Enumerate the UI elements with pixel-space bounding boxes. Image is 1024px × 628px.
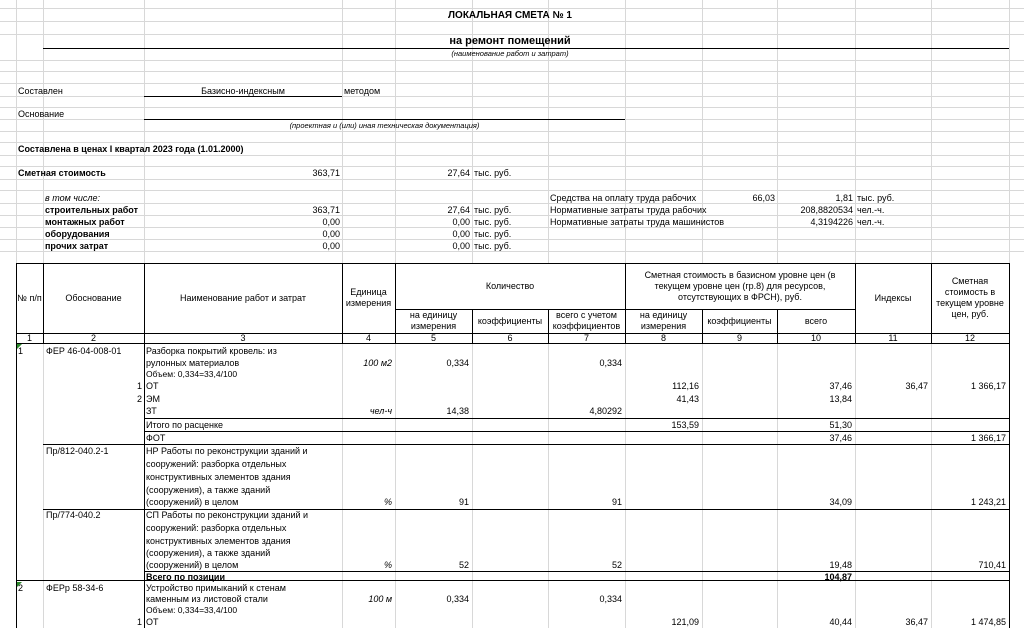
summary-unit: тыс. руб.: [474, 229, 512, 239]
overhead-qty: 91: [458, 497, 469, 507]
hdr-cost-current: Сметная стоимость в текущем уровне цен, руб.: [936, 276, 1004, 319]
overhead-unit: %: [383, 497, 392, 507]
hdr-num: № п/п: [17, 292, 42, 303]
col-number: 3: [240, 332, 246, 343]
overhead-name: сооружений: разборка отдельных: [146, 459, 287, 469]
cost-current: 27,64: [447, 168, 470, 178]
row-divider: [144, 571, 1009, 572]
summary-unit: тыс. руб.: [474, 241, 512, 251]
resource-name: ОТ: [146, 617, 159, 627]
hdr-qty-total: всего с учетом коэффициентов: [552, 310, 621, 331]
estimate-title: ЛОКАЛЬНАЯ СМЕТА № 1: [448, 10, 572, 21]
summary-base: 363,71: [312, 205, 340, 215]
item-name: каменным из листовой стали: [146, 594, 268, 604]
item-number: 2: [18, 583, 24, 593]
profit-code: Пр/774-040.2: [46, 510, 101, 520]
row-divider: [144, 418, 1009, 419]
col-number: 11: [888, 332, 898, 343]
cost-label: Сметная стоимость: [18, 168, 106, 178]
col-number: 10: [810, 332, 821, 343]
item-number: 1: [18, 346, 24, 356]
item-qty-total: 0,334: [599, 594, 622, 604]
profit-qty-total: 52: [611, 560, 622, 570]
hdr-unit: Единица измерения: [345, 287, 392, 308]
col-number: 4: [365, 332, 371, 343]
col-number: 8: [660, 332, 666, 343]
item-unit: 100 м: [368, 594, 392, 604]
rate-total-cost-unit: 153,59: [671, 420, 699, 430]
item-qty: 0,334: [446, 358, 469, 368]
summary-base: 0,00: [322, 241, 340, 251]
labor-hours-value: 208,8820534: [800, 205, 853, 215]
row-divider: [144, 431, 1009, 432]
hdr-cost-total: всего: [804, 315, 828, 326]
col-number: 7: [583, 332, 589, 343]
overhead-name: (сооружений) в целом: [146, 497, 239, 507]
header-bottom-line: [16, 343, 1009, 344]
basis-label: Основание: [18, 109, 65, 119]
item-name: Устройство примыканий к стенам: [146, 583, 286, 593]
position-divider: [16, 580, 1009, 581]
resource-current: 1 366,17: [970, 381, 1006, 391]
profit-name: (сооружений) в целом: [146, 560, 239, 570]
overhead-current: 1 243,21: [970, 497, 1006, 507]
hdr-cost-base: Сметная стоимость в базисном уровне цен (в текущем уровне цен (гр.8) для ресурсов, отсутствующих в ФРСН), руб.: [644, 269, 836, 302]
summary-unit: тыс. руб.: [474, 205, 512, 215]
item-volume: Объем: 0,334=33,4/100: [146, 605, 238, 615]
rate-total: 51,30: [829, 420, 852, 430]
resource-qty: 14,38: [446, 406, 469, 416]
col-number: 1: [26, 332, 32, 343]
labor-fund-v2: 1,81: [835, 193, 853, 203]
summary-label: прочих затрат: [45, 241, 109, 251]
item-qty-total: 0,334: [599, 358, 622, 368]
overhead-code: Пр/812-040.2-1: [46, 446, 109, 456]
overhead-total: 34,09: [829, 497, 852, 507]
resource-name: ЭМ: [146, 394, 160, 404]
compiled-method: методом: [344, 86, 381, 96]
item-volume: Объем: 0,334=33,4/100: [146, 369, 238, 379]
resource-number: 1: [136, 381, 142, 391]
resource-index: 36,47: [905, 617, 928, 627]
col-number: 6: [507, 332, 513, 343]
hdr-vline: [931, 263, 932, 343]
item-name: рулонных материалов: [146, 358, 240, 368]
profit-name: конструктивных элементов здания: [146, 536, 291, 546]
labor-fund-label: Средства на оплату труда рабочих: [550, 193, 697, 203]
basis-note: (проектная и (или) иная техническая документация): [289, 121, 480, 130]
profit-qty: 52: [458, 560, 469, 570]
resource-unit: чел-ч: [369, 406, 392, 416]
hdr-name: Наименование работ и затрат: [179, 292, 306, 303]
resource-current: 1 474,85: [970, 617, 1006, 627]
resource-total: 13,84: [829, 394, 852, 404]
labor-fund-unit: тыс. руб.: [857, 193, 895, 203]
hdr-qty: Количество: [485, 280, 535, 291]
hdr-cost-per-unit: на единицу измерения: [639, 310, 688, 331]
incl-label: в том числе:: [45, 193, 101, 203]
position-total: 104,87: [824, 572, 852, 582]
subject-note: (наименование работ и затрат): [451, 49, 569, 58]
machinist-hours-label: Нормативные затраты труда машинистов: [550, 217, 725, 227]
profit-name: сооружений: разборка отдельных: [146, 523, 287, 533]
profit-unit: %: [383, 560, 392, 570]
overhead-name: (сооружения), а также зданий: [146, 485, 271, 495]
cost-unit: тыс. руб.: [474, 168, 512, 178]
payroll-label: ФОТ: [146, 433, 166, 443]
resource-number: 1: [136, 617, 142, 627]
resource-index: 36,47: [905, 381, 928, 391]
prices-line: Составлена в ценах I квартал 2023 года (1.01.2000): [18, 144, 244, 154]
item-qty: 0,334: [446, 594, 469, 604]
hdr-qty-coef: коэффициенты: [477, 315, 543, 326]
resource-total: 37,46: [829, 381, 852, 391]
labor-hours-unit: чел.-ч.: [857, 205, 885, 215]
machinist-hours-value: 4,3194226: [810, 217, 853, 227]
estimate-subject: на ремонт помещений: [449, 35, 571, 47]
position-total-label: Всего по позиции: [146, 572, 225, 582]
summary-label: строительных работ: [45, 205, 138, 215]
labor-hours-label: Нормативные затраты труда рабочих: [550, 205, 707, 215]
col-number: 12: [964, 332, 975, 343]
hdr-cost-coef: коэффициенты: [707, 315, 772, 326]
summary-base: 0,00: [322, 217, 340, 227]
summary-label: оборудования: [45, 229, 110, 239]
profit-name: СП Работы по реконструкции зданий и: [146, 510, 309, 520]
compiled-value: Базисно-индексным: [201, 86, 285, 96]
overhead-name: конструктивных элементов здания: [146, 472, 291, 482]
col-number: 5: [430, 332, 436, 343]
resource-qty-total: 4,80292: [589, 406, 622, 416]
summary-current: 0,00: [452, 217, 470, 227]
hdr-indexes: Индексы: [874, 292, 912, 303]
hdr-qty-per-unit: на единицу измерения: [409, 310, 458, 331]
hdr-basis: Обоснование: [65, 292, 122, 303]
resource-number: 2: [136, 394, 142, 404]
resource-total: 40,44: [829, 617, 852, 627]
resource-cost-unit: 112,16: [672, 381, 699, 391]
labor-fund-v1: 66,03: [752, 193, 775, 203]
payroll-current: 1 366,17: [970, 433, 1006, 443]
summary-current: 0,00: [452, 241, 470, 251]
machinist-hours-unit: чел.-ч.: [857, 217, 885, 227]
resource-cost-unit: 121,09: [671, 617, 699, 627]
item-unit: 100 м2: [363, 358, 392, 368]
overhead-name: НР Работы по реконструкции зданий и: [146, 446, 308, 456]
col-number: 2: [90, 332, 96, 343]
summary-current: 27,64: [447, 205, 470, 215]
profit-total: 19,48: [829, 560, 852, 570]
profit-name: (сооружения), а также зданий: [146, 548, 271, 558]
summary-label: монтажных работ: [45, 217, 125, 227]
summary-current: 0,00: [452, 229, 470, 239]
hdr-vline: [342, 263, 343, 343]
table-right-border: [1009, 263, 1010, 628]
rate-total-label: Итого по расценке: [146, 420, 224, 430]
item-code: ФЕРр 58-34-6: [46, 583, 104, 593]
item-name: Разборка покрытий кровель: из: [146, 346, 277, 356]
col-number: 9: [736, 332, 742, 343]
compiled-underline: [144, 96, 342, 97]
resource-name: ОТ: [146, 381, 159, 391]
resource-cost-unit: 41,43: [676, 394, 699, 404]
compiled-label: Составлен: [18, 86, 63, 96]
payroll-total: 37,46: [829, 433, 852, 443]
overhead-qty-total: 91: [611, 497, 622, 507]
cost-base: 363,71: [312, 168, 340, 178]
resource-name: ЗТ: [146, 406, 157, 416]
summary-unit: тыс. руб.: [474, 217, 512, 227]
row-divider: [43, 444, 1009, 445]
summary-base: 0,00: [322, 229, 340, 239]
profit-current: 710,41: [978, 560, 1006, 570]
item-code: ФЕР 46-04-008-01: [46, 346, 122, 356]
